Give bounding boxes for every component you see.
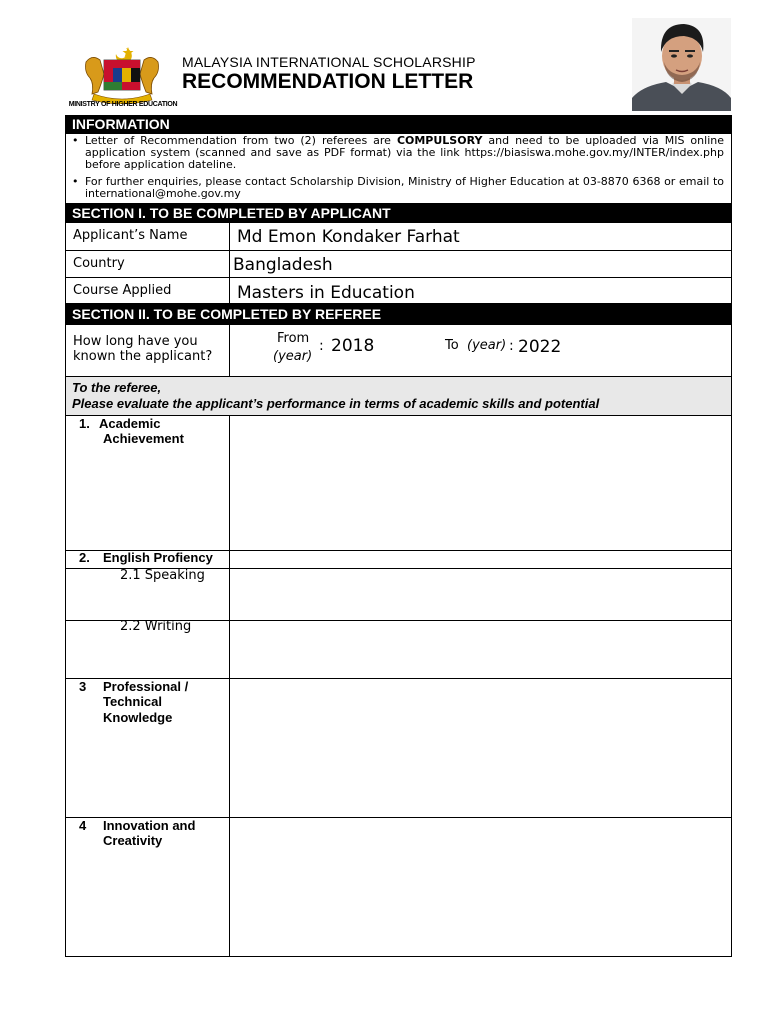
criterion-1-line2: Achievement [103,431,184,446]
to-label: To [445,338,459,353]
section1-heading: SECTION I. TO BE COMPLETED BY APPLICANT [65,203,732,223]
ministry-crest-logo [80,44,164,104]
duration-row [65,325,732,376]
criterion-1-answer[interactable] [230,416,731,549]
applicant-name-label: Applicant’s Name [73,228,188,243]
from-label: From [277,331,310,346]
info-bullet-1-text-a: Letter of Recommendation from two (2) referees are [85,134,397,147]
duration-question-line1: How long have you [73,334,198,349]
compulsory-emphasis: COMPULSORY [396,134,483,147]
criterion-4-line1: Innovation and [103,818,196,833]
criterion-3-line2: Technical [103,694,163,709]
to-year-value[interactable]: 2022 [518,337,562,357]
criterion-3-line1: Professional / [103,679,189,694]
form-title: RECOMMENDATION LETTER [182,70,474,93]
criterion-3-line3: Knowledge [103,710,173,725]
section1-table [65,223,732,304]
criterion-2-2-label: 2.2 Writing [120,619,192,634]
criterion-4-line2: Creativity [103,833,163,848]
information-heading: INFORMATION [65,115,732,134]
writing-answer[interactable] [230,621,731,677]
info-bullet-1-text-b: and need to be uploaded via MIS online application system (scanned and save as PDF format) via the link https://biasiswa.mohe.gov.my/INTER/index.php before application dateline. [85,134,724,171]
ministry-label: MINISTRY OF HIGHER EDUCATION [68,101,178,108]
to-unit: (year) [467,338,507,353]
to-colon: : [509,338,514,354]
referee-note [65,376,732,416]
info-bullet-2-text: For further enquiries, please contact Scholarship Division, Ministry of Higher Education at 03-8870 6368 or email to international@mohe.gov.my [85,175,724,200]
info-bullet-2: • For further enquiries, please contact Scholarship Division, Ministry of Higher Education at 03-8870 6368 or email to international@mohe.gov.my [72,175,724,200]
from-unit: (year) [273,349,313,364]
criterion-1-number: 1. [79,416,90,431]
referee-note-line1: To the referee, [72,380,162,395]
criterion-1-line1: Academic [99,416,161,431]
info-bullet-1: • Letter of Recommendation from two (2) referees are COMPULSORY and need to be uploaded via MIS online application system (scanned and save as PDF format) via the link https://biasiswa.mohe.gov.my/INTER/index.php before application dateline. [72,134,724,171]
speaking-answer[interactable] [230,569,731,619]
form-subtitle: MALAYSIA INTERNATIONAL SCHOLARSHIP [182,54,476,70]
country-value[interactable]: Bangladesh [233,255,333,275]
applicant-photo [632,18,731,111]
section2-heading: SECTION II. TO BE COMPLETED BY REFEREE [65,304,732,325]
criterion-2-1-label: 2.1 Speaking [120,568,205,583]
duration-question-line2: known the applicant? [73,349,213,364]
course-applied-value[interactable]: Masters in Education [237,283,415,303]
criterion-4-number: 4 [79,818,87,833]
duration-question [73,334,212,364]
country-label: Country [73,256,125,271]
criterion-2-number: 2. [79,550,90,565]
evaluation-table [65,415,732,957]
information-box [65,134,732,204]
criterion-4-answer[interactable] [230,818,731,955]
criterion-2-label: English Profiency [103,550,213,565]
referee-note-line2: Please evaluate the applicant’s performance in terms of academic skills and potential [72,396,600,411]
from-colon: : [319,338,324,354]
criterion-3-number: 3 [79,679,87,694]
applicant-name-value[interactable]: Md Emon Kondaker Farhat [237,227,460,247]
criterion-3-answer[interactable] [230,679,731,816]
course-applied-label: Course Applied [73,283,172,298]
from-year-value[interactable]: 2018 [331,336,375,356]
